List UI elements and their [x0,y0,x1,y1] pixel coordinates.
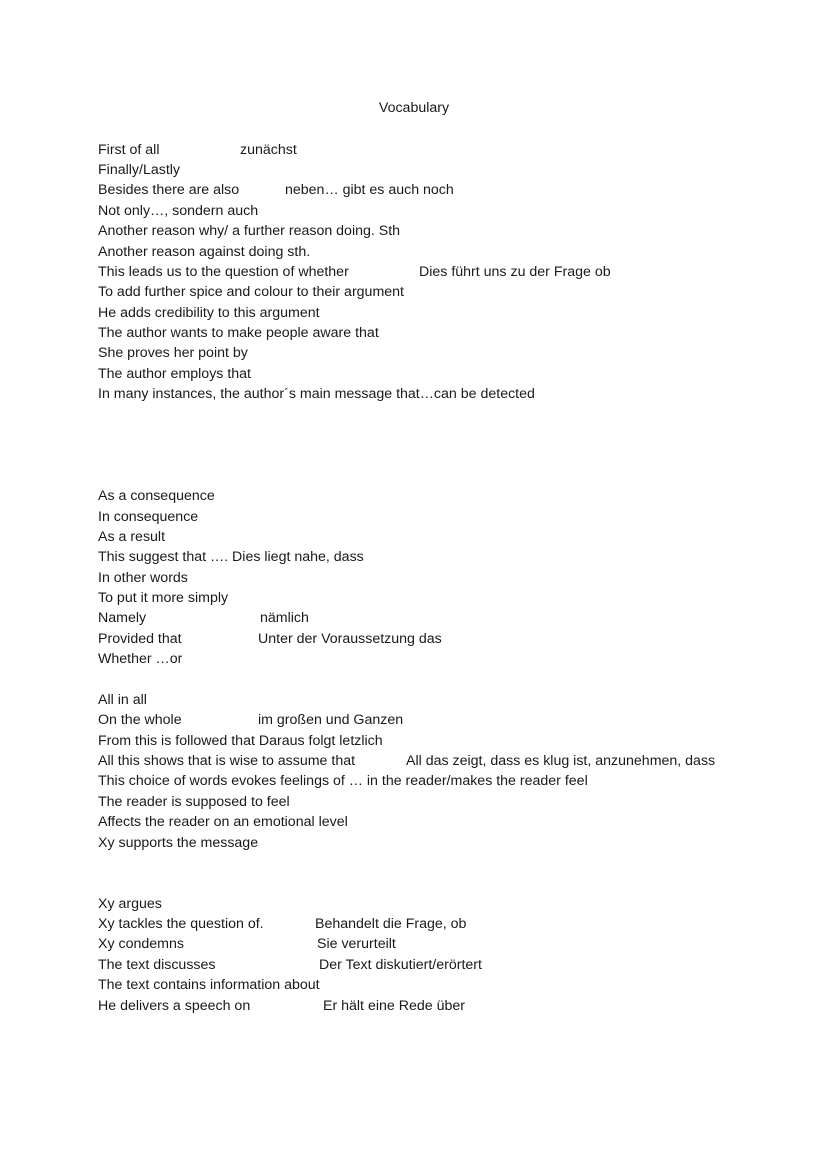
english-term: Whether …or [98,651,183,667]
german-translation: Dies führt uns zu der Frage ob [419,264,611,280]
english-term: In many instances, the author´s main message that…can be detected [98,386,535,402]
vocab-row [98,649,182,669]
english-term: In other words [98,570,188,586]
page-title: Vocabulary [378,100,450,116]
english-term: This suggest that …. Dies liegt nahe, dass [98,549,364,565]
english-term: He delivers a speech on [98,998,251,1014]
vocab-row [98,975,320,995]
english-term: The text contains information about [98,977,320,993]
english-term: On the whole [98,712,182,728]
vocab-row [98,180,454,200]
vocab-row [98,996,465,1016]
german-translation: Sie verurteilt [317,936,396,952]
english-term: She proves her point by [98,345,248,361]
german-translation: Er hält eine Rede über [323,998,465,1014]
vocab-row [98,364,251,384]
vocab-row [98,812,348,832]
english-term: All in all [98,692,147,708]
vocab-row [98,914,467,934]
vocab-row [98,384,535,404]
english-term: Namely [98,610,147,626]
vocab-row [98,608,309,628]
english-term: Xy condemns [98,936,184,952]
english-term: As a result [98,529,166,545]
vocab-row [98,710,404,730]
english-term: This choice of words evokes feelings of … in the reader/makes the reader feel [98,773,588,789]
vocab-row [98,955,482,975]
english-term: As a consequence [98,488,215,504]
english-term: The author employs that [98,366,251,382]
german-translation: nämlich [260,610,309,626]
english-term: To put it more simply [98,590,229,606]
vocab-row [98,140,297,160]
vocab-row [98,507,198,527]
english-term: He adds credibility to this argument [98,305,320,321]
vocab-row [98,323,379,343]
vocab-row [98,751,716,771]
vocab-row [98,833,258,853]
english-term: Xy tackles the question of. [98,916,264,932]
english-term: Provided that [98,631,182,647]
english-term: This leads us to the question of whether [98,264,349,280]
vocab-row [98,221,400,241]
english-term: To add further spice and colour to their argument [98,284,404,300]
english-term: Not only…, sondern auch [98,203,259,219]
vocab-row [98,242,310,262]
german-translation: Der Text diskutiert/erörtert [319,957,482,973]
vocab-row [98,731,383,751]
english-term: From this is followed that Daraus folgt letzlich [98,733,383,749]
vocab-row [98,160,180,180]
vocab-row [98,303,320,323]
english-term: The reader is supposed to feel [98,794,290,810]
vocab-row [98,527,165,547]
vocab-row [98,343,248,363]
english-term: The text discusses [98,957,216,973]
vocab-row [98,201,258,221]
german-translation: zunächst [240,142,297,158]
vocab-row [98,262,611,282]
english-term: Besides there are also [98,182,240,198]
vocab-row [98,934,396,954]
vocab-row [98,588,228,608]
english-term: Xy supports the message [98,835,259,851]
english-term: Xy argues [98,896,162,912]
english-term: Another reason against doing sth. [98,244,311,260]
german-translation: Behandelt die Frage, ob [315,916,467,932]
vocab-row [98,629,442,649]
vocab-row [98,486,215,506]
german-translation: neben… gibt es auch noch [285,182,454,198]
vocab-row [98,282,404,302]
vocab-row [98,547,364,567]
german-translation: Unter der Voraussetzung das [258,631,442,647]
english-term: First of all [98,142,160,158]
german-translation: im großen und Ganzen [258,712,404,728]
german-translation: All das zeigt, dass es klug ist, anzunehmen, dass [406,753,716,769]
english-term: All this shows that is wise to assume that [98,753,356,769]
vocab-row [98,792,290,812]
vocab-row [98,690,147,710]
english-term: In consequence [98,509,199,525]
english-term: Finally/Lastly [98,162,181,178]
english-term: Another reason why/ a further reason doing. Sth [98,223,401,239]
vocab-row [98,894,162,914]
english-term: The author wants to make people aware that [98,325,379,341]
vocab-row [98,771,588,791]
vocab-row [98,568,188,588]
english-term: Affects the reader on an emotional level [98,814,348,830]
